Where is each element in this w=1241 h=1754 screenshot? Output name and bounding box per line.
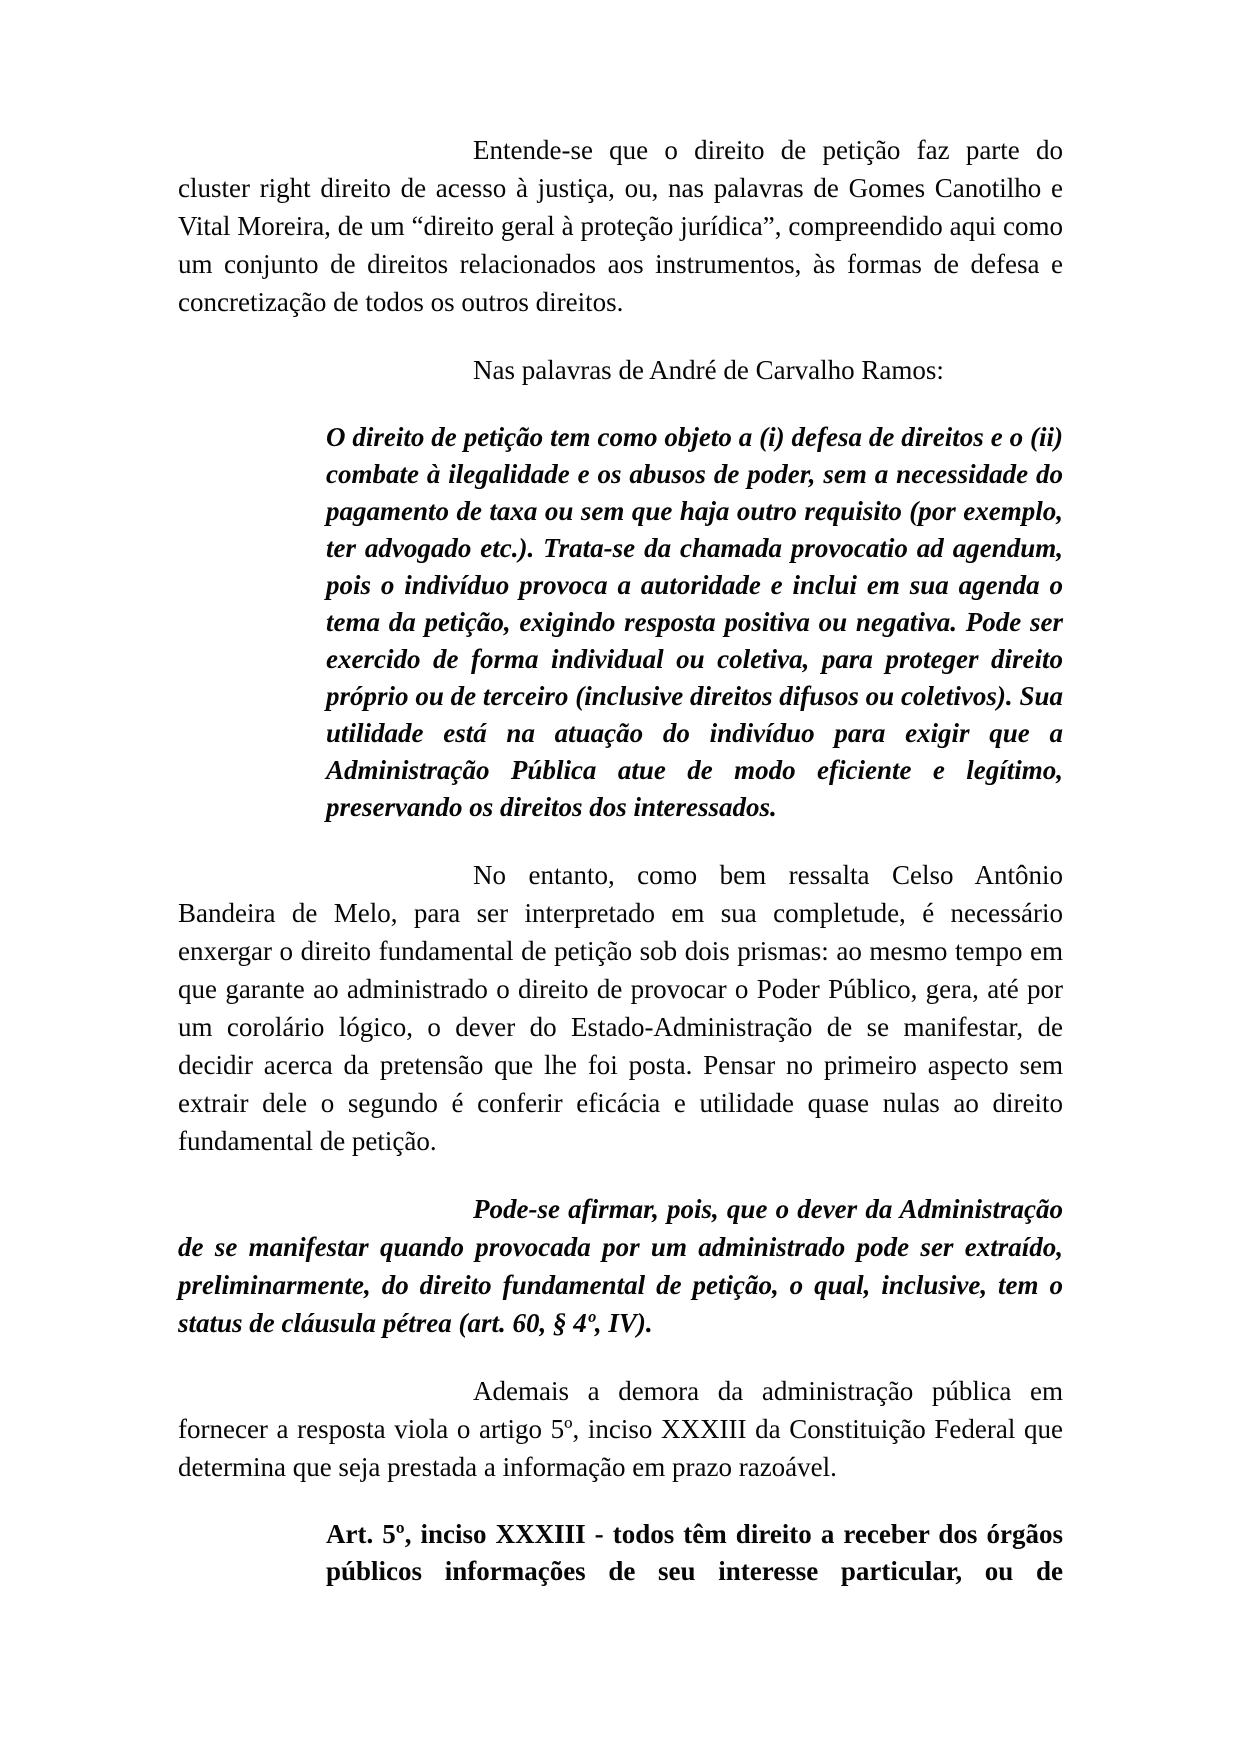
blockquote-art-5-xxxiii: Art. 5º, inciso XXXIII - todos têm direito a receber dos órgãos públicos informações de seu interesse particular, ou de — [326, 1519, 1063, 1586]
paragraph-pode-se-afirmar: Pode-se afirmar, pois, que o dever da Administração de se manifestar quando provocada por um administrado pode ser extraído, preliminarmente, do direito fundamental de petição, o qual, inclusive, tem o status de cláusula pétrea (art. 60, § 4º, IV). — [178, 1194, 1063, 1338]
paragraph-ademais: Ademais a demora da administração pública em fornecer a resposta viola o artigo 5º, inciso XXXIII da Constituição Federal que determina que seja prestada a informação em prazo razoável. — [178, 1376, 1063, 1482]
blockquote-carvalho-ramos: O direito de petição tem como objeto a (i) defesa de direitos e o (ii) combate à ilegalidade e os abusos de poder, sem a necessidade do pagamento de taxa ou sem que haja outro requisito (por exemplo, ter advogado etc.). Trata-se da chamada provocatio ad agendum, pois o indivíduo provoca a autoridade e inclui em sua agenda o tema da petição, exigindo resposta positiva ou negativa. Pode ser exercido de forma individual ou coletiva, para proteger direito próprio ou de terceiro (inclusive direitos difusos ou coletivos). Sua utilidade está na atuação do indivíduo para exigir que a Administração Pública atue de modo eficiente e legítimo, preservando os direitos dos interessados. — [326, 422, 1063, 822]
paragraph-no-entanto: No entanto, como bem ressalta Celso Antônio Bandeira de Melo, para ser interpretado em sua completude, é necessário enxergar o direito fundamental de petição sob dois prismas: ao mesmo tempo em que garante ao administrado o direito de provocar o Poder Público, gera, até por um corolário lógico, o dever do Estado-Administração de se manifestar, de decidir acerca da pretensão que lhe foi posta. Pensar no primeiro aspecto sem extrair dele o segundo é conferir eficácia e utilidade quase nulas ao direito fundamental de petição. — [178, 860, 1063, 1156]
paragraph-nas-palavras: Nas palavras de André de Carvalho Ramos: — [473, 355, 944, 385]
paragraph-entende-se: Entende-se que o direito de petição faz parte do cluster right direito de acesso à justiça, ou, nas palavras de Gomes Canotilho e Vital Moreira, de um “direito geral à proteção jurídica”, compreendido aqui como um conjunto de direitos relacionados aos instrumentos, às formas de defesa e concretização de todos os outros direitos. — [178, 135, 1063, 317]
